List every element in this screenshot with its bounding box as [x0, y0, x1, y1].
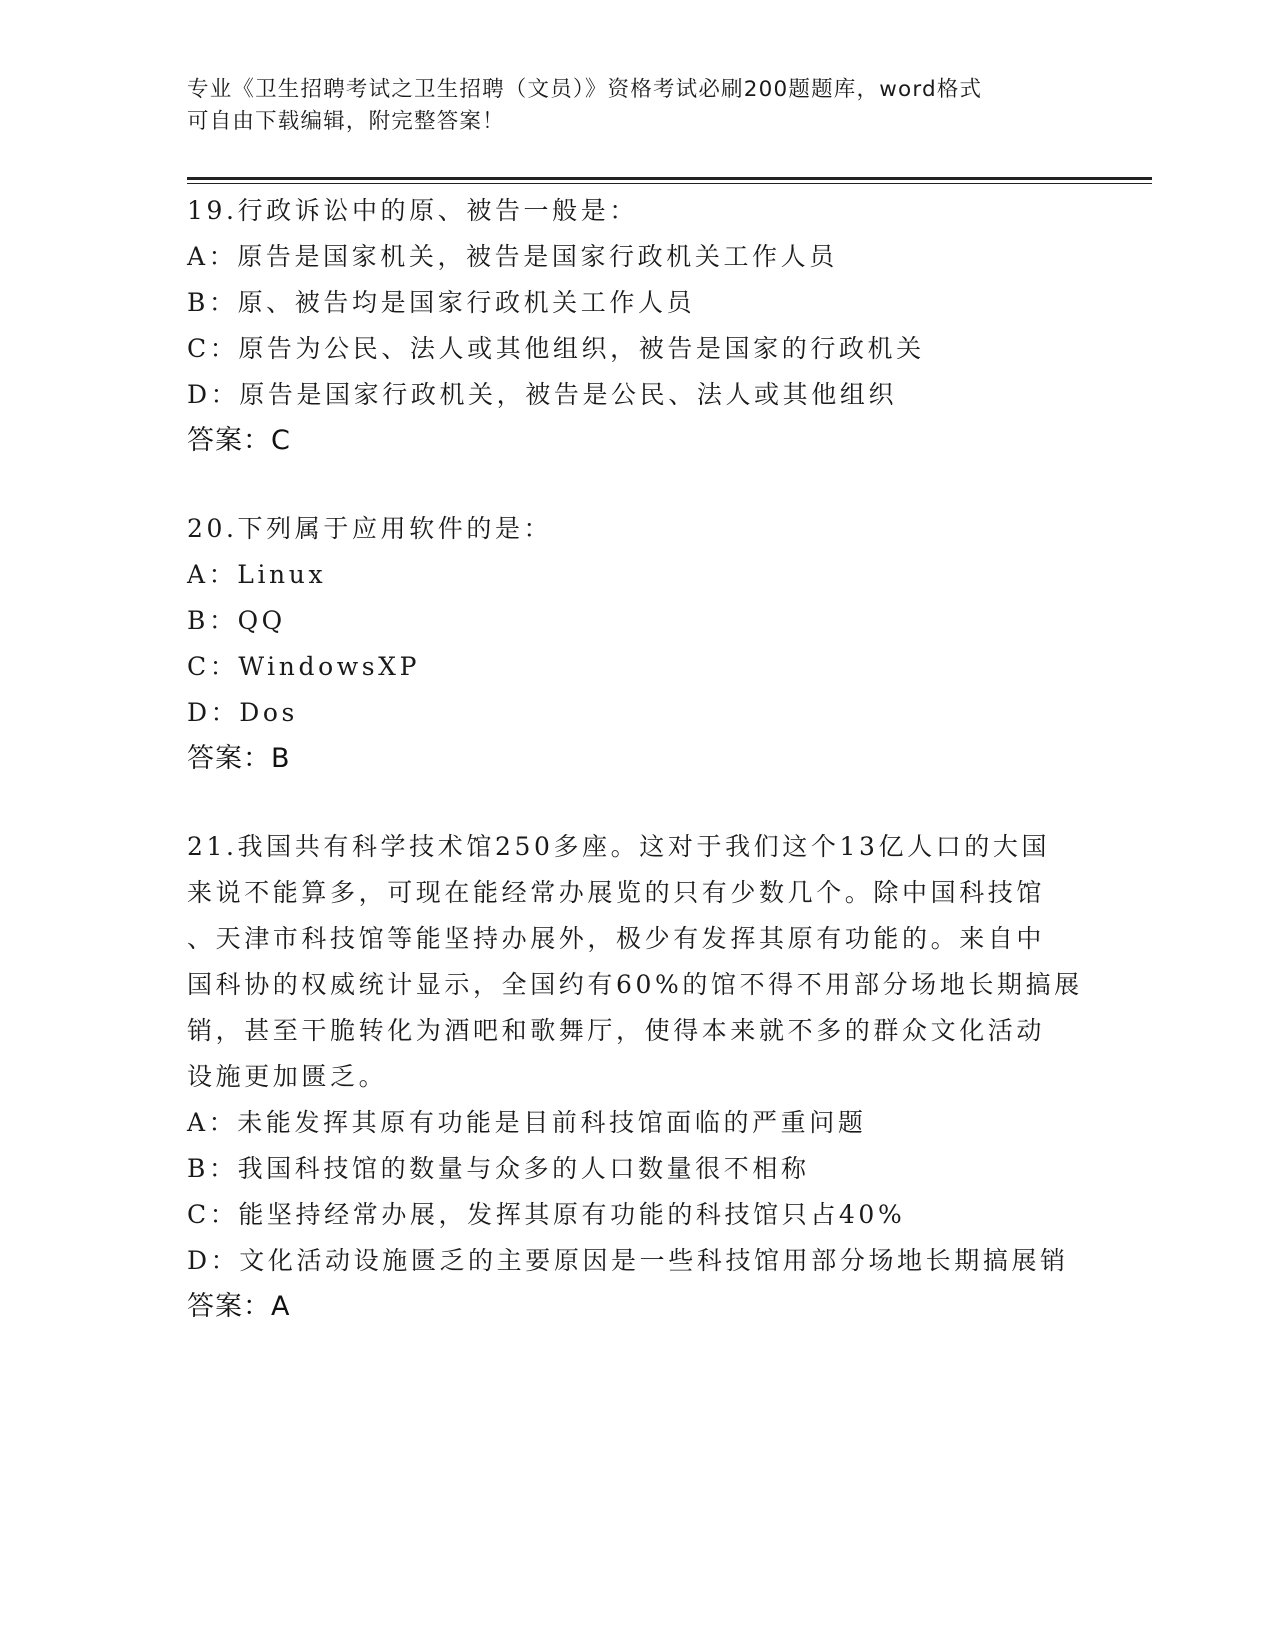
option-list: [187, 552, 1087, 736]
option-b: B：原、被告均是国家行政机关工作人员: [187, 288, 696, 317]
question-stem-line: 国科协的权威统计显示，全国约有60%的馆不得不用部分场地长期搞展: [187, 970, 1083, 999]
header-divider-thick: [187, 177, 1152, 180]
question-21: [187, 824, 1087, 1330]
question-stem: [187, 188, 1087, 234]
header-divider-thin: [187, 183, 1152, 184]
answer: 答案：C: [187, 425, 291, 456]
answer: 答案：B: [187, 743, 291, 774]
question-stem: [187, 824, 1087, 1100]
header-line-2: 可自由下载编辑，附完整答案！: [187, 109, 505, 134]
question-stem-line: 来说不能算多，可现在能经常办展览的只有少数几个。除中国科技馆: [187, 878, 1046, 907]
option-a: A：未能发挥其原有功能是目前科技馆面临的严重问题: [187, 1108, 867, 1137]
option-list: [187, 234, 1087, 418]
option-a: A：原告是国家机关，被告是国家行政机关工作人员: [187, 242, 838, 271]
option-c: C：原告为公民、法人或其他组织，被告是国家的行政机关: [187, 334, 925, 363]
question-list: [187, 188, 1087, 1372]
option-b: B：我国科技馆的数量与众多的人口数量很不相称: [187, 1154, 810, 1183]
document-header: [187, 74, 1067, 138]
question-stem: [187, 506, 1087, 552]
question-stem-line: 、天津市科技馆等能坚持办展外，极少有发挥其原有功能的。来自中: [187, 924, 1046, 953]
option-d: D：原告是国家行政机关，被告是公民、法人或其他组织: [187, 380, 898, 409]
answer: 答案：A: [187, 1291, 291, 1322]
question-stem-line: 21.我国共有科学技术馆250多座。这对于我们这个13亿人口的大国: [187, 832, 1051, 861]
question-stem-line: 销，甚至干脆转化为酒吧和歌舞厅，使得本来就不多的群众文化活动: [187, 1016, 1046, 1045]
option-d: D：Dos: [187, 698, 298, 727]
option-a: A：Linux: [187, 560, 327, 589]
option-c: C：能坚持经常办展，发挥其原有功能的科技馆只占40%: [187, 1200, 906, 1229]
option-c: C：WindowsXP: [187, 652, 420, 681]
question-stem-line: 设施更加匮乏。: [187, 1062, 388, 1091]
option-b: B：QQ: [187, 606, 286, 635]
question-20: [187, 506, 1087, 782]
option-d: D：文化活动设施匮乏的主要原因是一些科技馆用部分场地长期搞展销: [187, 1246, 1069, 1275]
question-19: [187, 188, 1087, 464]
question-stem-line: 19.行政诉讼中的原、被告一般是：: [187, 196, 638, 225]
header-line-1: 专业《卫生招聘考试之卫生招聘（文员）》资格考试必刷200题题库，word格式: [187, 77, 983, 102]
option-list: [187, 1100, 1087, 1284]
question-stem-line: 20.下列属于应用软件的是：: [187, 514, 553, 543]
